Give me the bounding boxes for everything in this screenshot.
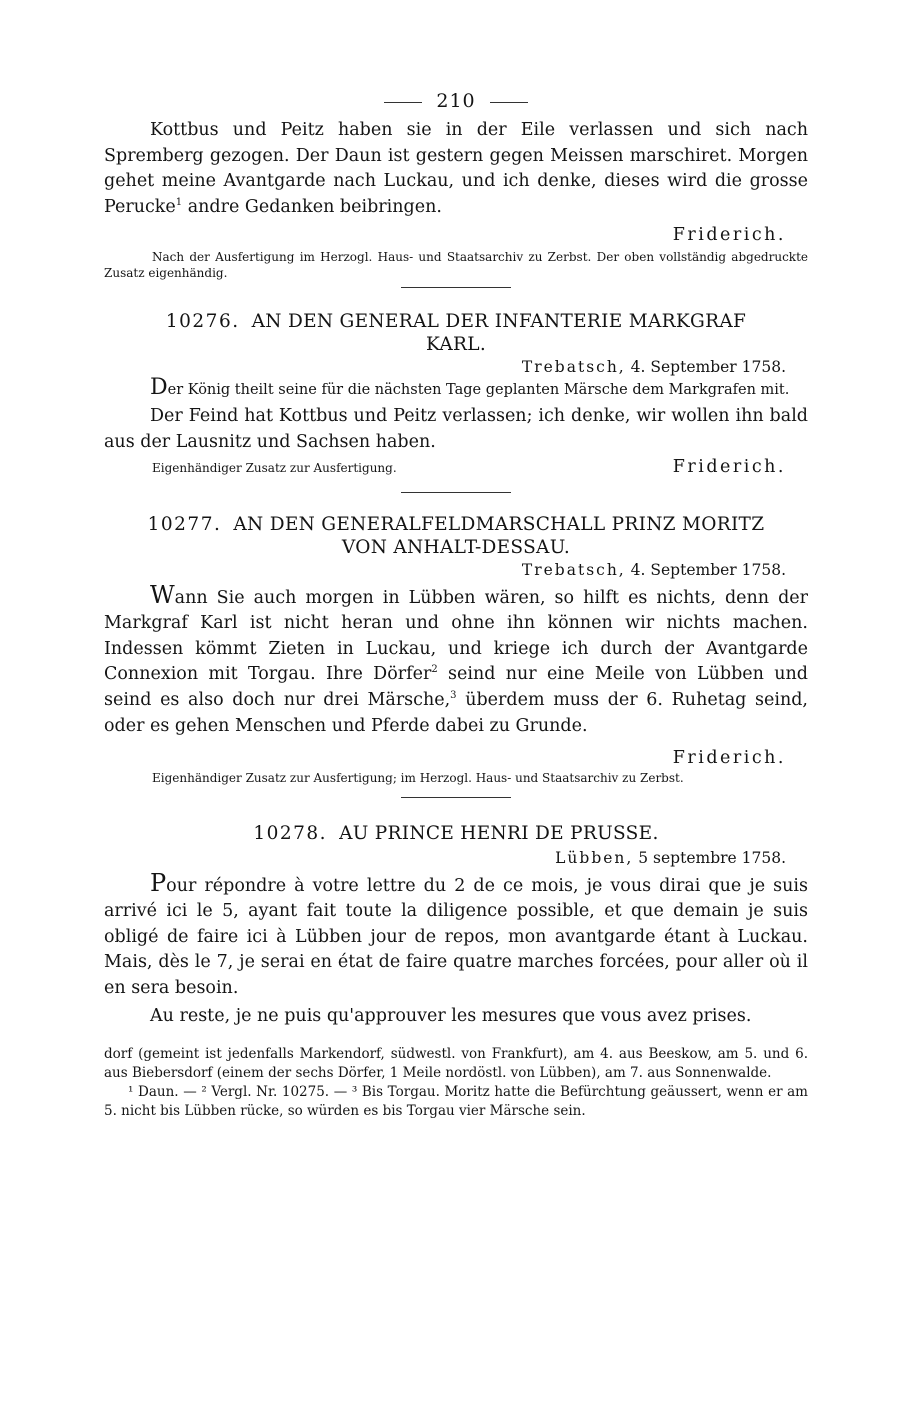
letter-heading-10276	[104, 310, 808, 356]
section-divider	[401, 797, 511, 798]
continued-letter-text-end: andre Gedanken beibringen.	[182, 196, 442, 217]
letter-title-line2: KARL.	[425, 334, 487, 356]
continued-letter-text: Kottbus und Peitz haben sie in der Eile verlassen und sich nach Spremberg gezogen. Der Daun ist gestern gegen Meissen marschiret. Morgen gehet meine Avantgarde nach Luckau, und ich denke, dieses wird die grosse Perucke	[104, 120, 808, 217]
dateline-10277	[104, 559, 808, 581]
dateline-date: 4. September 1758.	[625, 358, 786, 377]
letter-title: AN DEN GENERALFELDMARSCHALL PRINZ MORITZ	[233, 513, 765, 535]
section-divider	[401, 492, 511, 493]
dateline-10276	[104, 356, 808, 378]
note-signature-row	[104, 454, 808, 480]
source-note-10277: Eigenhändiger Zusatz zur Ausfertigung; im Herzogl. Haus- und Staatsarchiv zu Zerbst.	[152, 771, 684, 786]
letter-body-10276: Der Feind hat Kottbus und Peitz verlassen; ich denke, wir wollen ihn bald aus der Lausnitz und Sachsen haben.	[104, 406, 808, 452]
summary-10276	[104, 375, 808, 401]
dateline-10278	[104, 847, 808, 869]
letter-title: AU PRINCE HENRI DE PRUSSE.	[339, 822, 659, 844]
page-number-header	[104, 86, 808, 116]
section-divider	[401, 287, 511, 288]
header-dash-right	[490, 102, 528, 103]
letter-text: our répondre à votre lettre du 2 de ce mois, je vous dirai que je suis arrivé ici le 5, ayant fait toute la diligence possible, et que demain je suis obligé de faire ici à Lübben jour de repos, mon avantgarde étant à Luckau. Mais, dès le 7, je serai en état de faire quatre marches forcées, pour aller où il en sera besoin.	[104, 875, 808, 998]
dateline-place: Trebatsch,	[521, 358, 626, 377]
initial-capital: P	[150, 868, 167, 897]
signature-10276: Friderich.	[672, 456, 786, 477]
letter-title: AN DEN GENERAL DER INFANTERIE MARKGRAF	[251, 311, 747, 333]
letter-body-10278	[104, 868, 808, 1002]
dateline-date: 5 septembre 1758.	[633, 848, 786, 867]
letter-title-line2: VON ANHALT-DESSAU.	[341, 536, 571, 558]
footnote-ref-1: 1	[175, 196, 183, 208]
footnote-ref-3: 3	[450, 690, 457, 702]
source-note-10276: Eigenhändiger Zusatz zur Ausfertigung.	[152, 460, 397, 475]
letter-heading-10278	[104, 822, 808, 845]
page-number: 210	[436, 90, 476, 112]
letter-number: 10277.	[147, 513, 222, 535]
letter-body-10277	[104, 580, 808, 740]
signature-10277: Friderich.	[672, 748, 786, 769]
letter-number: 10276.	[165, 311, 240, 333]
dateline-place: Trebatsch,	[521, 560, 626, 579]
signature-top: Friderich.	[672, 225, 786, 246]
footnote-ref-2: 2	[431, 664, 438, 676]
document-page	[104, 86, 808, 1121]
header-dash-left	[384, 102, 422, 103]
initial-capital: D	[150, 375, 168, 401]
dateline-place: Lübben,	[555, 848, 634, 867]
dateline-date: 4. September 1758.	[625, 560, 786, 579]
continued-letter-body	[104, 118, 808, 220]
summary-text: er König theilt seine für die nächsten Tage geplanten Märsche dem Markgrafen mit.	[167, 382, 790, 399]
source-note-top: Nach der Ausfertigung im Herzogl. Haus- und Staatsarchiv zu Zerbst. Der oben vollständig abgedruckte Zusatz eigenhändig.	[104, 250, 808, 280]
letter-text-b: seind nur eine Meile von Lübben und seind es also doch nur drei Märsche,	[104, 664, 808, 710]
letter-heading-10277	[104, 513, 808, 559]
letter-number: 10278.	[253, 822, 328, 844]
letter-text-c: überdem muss der 6. Ruhetag seind, oder es gehen Menschen und Pferde dabei zu Grunde.	[104, 689, 808, 736]
footnote-list: ¹ Daun. — ² Vergl. Nr. 10275. — ³ Bis Torgau. Moritz hatte die Befürchtung geäussert, wenn er am 5. nicht bis Lübben rücke, so würden es bis Torgau vier Märsche sein.	[104, 1084, 808, 1120]
initial-capital: W	[150, 580, 175, 609]
footnotes	[104, 1045, 808, 1121]
letter-text-a: ann Sie auch morgen in Lübben wären, so hilft es nichts, denn der Markgraf Karl ist nicht heran und ohne ihn können wir nichts machen. Indessen kömmt Zieten in Luckau, und kriege ich durch der Avantgarde Connexion mit Torgau. Ihre Dörfer	[104, 587, 808, 685]
footnote-continued: dorf (gemeint ist jedenfalls Markendorf, südwestl. von Frankfurt), am 4. aus Beeskow, am 5. und 6. aus Biebersdorf (einem der sechs Dörfer, 1 Meile nordöstl. von Lübben), am 7. aus Sonnenwalde.	[104, 1046, 808, 1082]
letter-body-10278-p2: Au reste, je ne puis qu'approuver les mesures que vous avez prises.	[150, 1005, 752, 1026]
